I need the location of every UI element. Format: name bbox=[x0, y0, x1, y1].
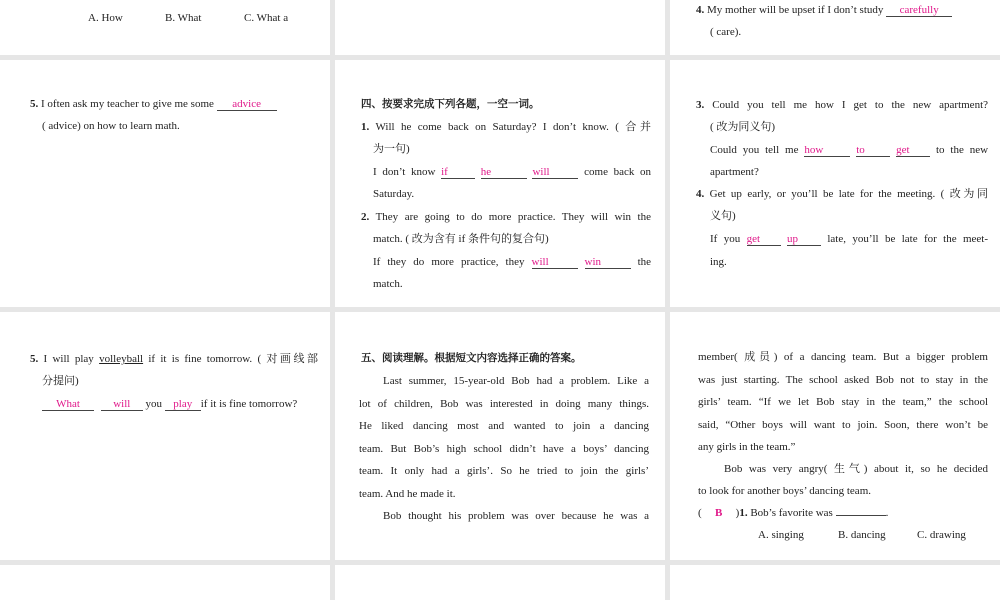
passage-line-8: member( 成员) of a dancing team. But a bigger problem bbox=[698, 351, 988, 363]
answer-get: get bbox=[747, 233, 781, 246]
answer-he: he bbox=[481, 166, 527, 179]
answer-to: to bbox=[856, 144, 890, 157]
passage-line-13: Bob was very angry( 生气) about it, so he decided bbox=[724, 463, 988, 475]
question-5: 5. I often ask my teacher to give me some advice bbox=[30, 97, 277, 112]
cell-r3c2 bbox=[670, 565, 1000, 600]
option-a: A. singing bbox=[758, 529, 804, 541]
option-a: A. How bbox=[88, 12, 123, 24]
passage-line-9: was just starting. The school asked Bob not to stay in the bbox=[698, 374, 988, 386]
cell-r0c2 bbox=[670, 0, 1000, 55]
answer-will: will bbox=[532, 256, 578, 269]
answer-if: if bbox=[441, 166, 475, 179]
q2-line2: match. ( 改为含有 if 条件句的复合句) bbox=[373, 233, 549, 245]
q3-answer-line: Could you tell me how to get to the new bbox=[710, 144, 989, 156]
q2-answer-line: If they do more practice, they will win the bbox=[373, 256, 652, 268]
passage-line-2: lot of children, Bob was interested in doing many things. bbox=[359, 398, 649, 410]
answer-b: B bbox=[715, 507, 723, 519]
question-5: 5. I will play volleyball if it is fine tomorrow. ( 对画线部 bbox=[30, 353, 318, 365]
q3-line1: 3. Could you tell me how I get to the new apartment? bbox=[696, 99, 989, 111]
q4-line2: 义句) bbox=[710, 210, 736, 222]
option-c: C. drawing bbox=[917, 529, 966, 541]
cell-r2c2 bbox=[670, 312, 1000, 560]
underlined-word: volleyball bbox=[99, 353, 144, 365]
passage-line-7: Bob thought his problem was over because he was a bbox=[383, 510, 649, 522]
cell-r1c0 bbox=[0, 60, 330, 307]
q1-line1: 1. Will he come back on Saturday? I don’t know. ( 合并 bbox=[361, 121, 651, 133]
q4-answer-line: If you get up late, you’ll be late for the meet- bbox=[710, 233, 989, 245]
section-heading-5: 五、阅读理解。根据短文内容选择正确的答案。 bbox=[361, 352, 582, 364]
q4-answer-line2: ing. bbox=[710, 256, 727, 268]
section-heading-4: 四、按要求完成下列各题，一空一词。 bbox=[361, 98, 540, 110]
q4-line1: 4. Get up early, or you’ll be late for the meeting. ( 改为同 bbox=[696, 188, 989, 200]
q3-line2: ( 改为同义句) bbox=[710, 121, 776, 133]
passage-line-10: girls’ team. “If we let Bob stay in the team,” the school bbox=[698, 396, 988, 408]
passage-line-1: Last summer, 15-year-old Bob had a problem. Like a bbox=[383, 375, 649, 387]
cell-r0c0 bbox=[0, 0, 330, 55]
cell-r3c1 bbox=[335, 565, 665, 600]
cell-r2c0 bbox=[0, 312, 330, 560]
question-5-hint: ( advice) on how to learn math. bbox=[42, 120, 180, 132]
answer-will: will bbox=[101, 398, 143, 411]
question-4-hint: ( care). bbox=[710, 26, 742, 38]
q1-answer-line: I don’t know if he will come back on bbox=[373, 166, 652, 178]
option-b: B. What bbox=[165, 12, 202, 24]
answer-win: win bbox=[585, 256, 631, 269]
answer-get: get bbox=[896, 144, 930, 157]
reading-question-1: ( B )1. Bob’s favorite was . bbox=[698, 507, 889, 519]
cell-r2c1 bbox=[335, 312, 665, 560]
passage-line-12: any girls in the team.” bbox=[698, 441, 796, 453]
option-c: C. What a bbox=[244, 12, 289, 24]
passage-line-3: He liked dancing most and wanted to join a dancing bbox=[359, 420, 649, 432]
cell-r1c1 bbox=[335, 60, 665, 307]
q2-line1: 2. They are going to do more practice. They will win the bbox=[361, 211, 651, 223]
passage-line-11: said, “Other boys will want to join. Soon, there won’t be bbox=[698, 419, 988, 431]
passage-line-14: to look for another boys’ dancing team. bbox=[698, 485, 871, 497]
answer-carefully: carefully bbox=[886, 4, 952, 17]
cell-r1c2 bbox=[670, 60, 1000, 307]
answer-blank bbox=[836, 515, 886, 516]
q1-answer-line2: Saturday. bbox=[373, 188, 415, 200]
answer-what: What bbox=[42, 398, 94, 411]
answer-how: how bbox=[804, 144, 850, 157]
question-4: 4. My mother will be upset if I don’t study carefully bbox=[696, 3, 952, 18]
question-5-answer-line: What will you play if it is fine tomorrow? bbox=[42, 397, 297, 412]
answer-up: up bbox=[787, 233, 821, 246]
cell-r0c1 bbox=[335, 0, 665, 55]
answer-advice: advice bbox=[217, 98, 277, 111]
passage-line-6: team. And he made it. bbox=[359, 488, 456, 500]
answer-play: play bbox=[165, 398, 201, 411]
cell-r3c0 bbox=[0, 565, 330, 600]
q2-answer-line2: match. bbox=[373, 278, 403, 290]
passage-line-4: team. But Bob’s high school didn’t have a boys’ dancing bbox=[359, 443, 649, 455]
passage-line-5: team. It only had a girls’. So he tried to join the girls’ bbox=[359, 465, 649, 477]
answer-will: will bbox=[532, 166, 578, 179]
option-b: B. dancing bbox=[838, 529, 886, 541]
question-5-line2: 分提问) bbox=[42, 375, 79, 387]
q1-line2: 为一句) bbox=[373, 143, 410, 155]
q3-answer-line2: apartment? bbox=[710, 166, 759, 178]
